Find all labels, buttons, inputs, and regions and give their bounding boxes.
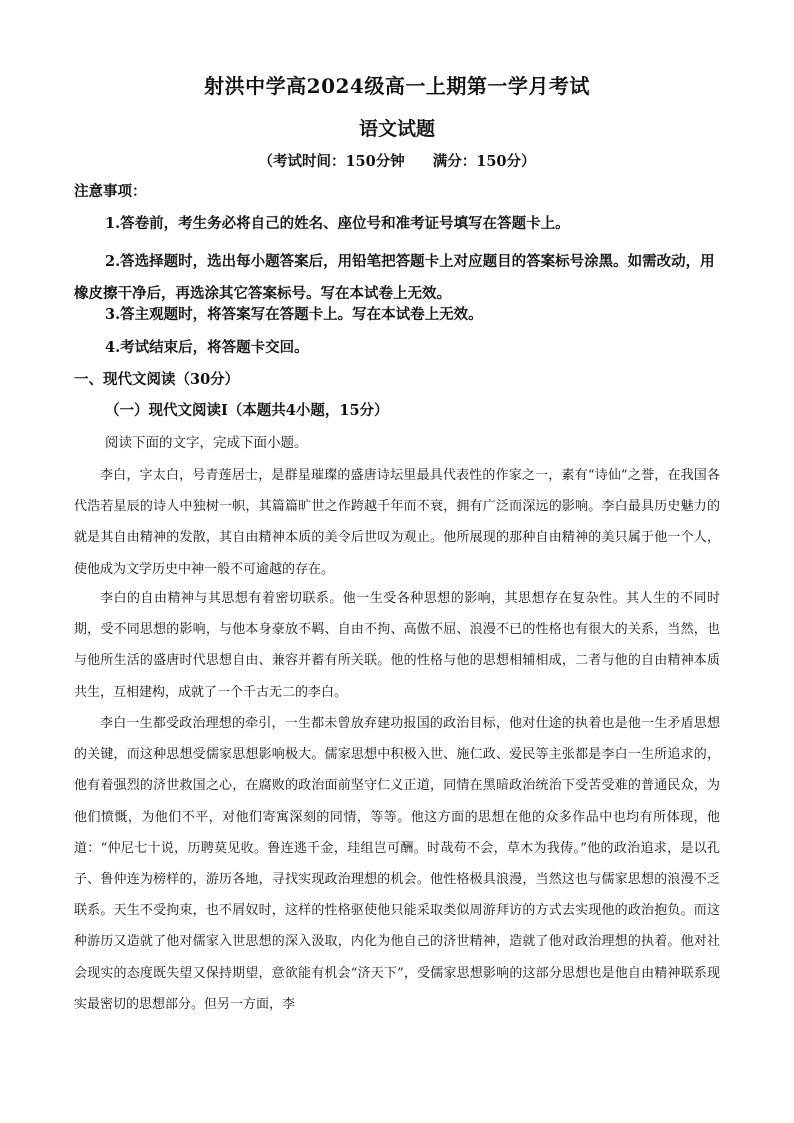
notice-heading: 注意事项： — [74, 183, 147, 200]
passage-paragraph: 李白，字太白，号青莲居士，是群星璀璨的盛唐诗坛里最具代表性的作家之一，素有“诗仙”之誉，在我国各代浩若星辰的诗人中独树一帜，其篇篇旷世之作跨越千年而不衰，拥有广泛而深远的影响。李白最具历史魅力的就是其自由精神的发散，其自由精神本质的美令后世叹为观止。他所展现的那种自由精神的美只属于他一个人，使他成为文学历史中神一般不可逾越的存在。 — [74, 468, 720, 577]
full-score: 满分：150分） — [432, 153, 536, 170]
notice-item: 2.答选择题时，选出每小题答案后，用铅笔把答题卡上对应题目的答案标号涂黑。如需改动，用橡皮擦干净后，再选涂其它答案标号。写在本试卷上无效。 — [74, 253, 715, 302]
notice-item: 1.答卷前，考生务必将自己的姓名、座位号和准考证号填写在答题卡上。 — [105, 215, 570, 232]
passage-paragraph: 李白一生都受政治理想的牵引，一生都未曾放弃建功报国的政治目标，他对仕途的执着也是他一生矛盾思想的关键，而这种思想受儒家思想影响极大。儒家思想中积极入世、施仁政、爱民等主张都是李白一生所追求的，他有着强烈的济世救国之心，在腐败的政治面前坚守仁义正道，同情在黑暗政治统治下受苦受难的普通民众，为他们愤慨，为他们不平，对他们寄寓深刻的同情，等等。他这方面的思想在他的众多作品中也均有所体现，他道：“仲尼七十说，历聘莫见收。鲁连逃千金，珪组岂可酬。时哉苟不会，草木为我俦。”他的政治追求，是以孔子、鲁仲连为榜样的，游历各地，寻找实现政治理想的机会。他性格极具浪漫，当然这也与儒家思想的浪漫不乏联系。天生不受拘束，也不屑奴时，这样的性格驱使他只能采取类似周游拜访的方式去实现他的政治抱负。而这种游历又造就了他对儒家入世思想的深入汲取，内化为他自己的济世精神，造就了他对政治理想的执着。他对社会现实的态度既失望又保持期望，意欲能有机会“济天下”，受儒家思想影响的这部分思想也是他自由精神联系现实最密切的思想部分。但另一方面，李 — [74, 716, 720, 1012]
reading-instruction: 阅读下面的文字，完成下面小题。 — [105, 435, 308, 451]
exam-meta — [0, 150, 794, 171]
passage-paragraph: 李白的自由精神与其思想有着密切联系。他一生受各种思想的影响，其思想存在复杂性。其人生的不同时期，受不同思想的影响，与他本身豪放不羁、自由不拘、高傲不屈、浪漫不已的性格也有很大的关系，当然，也与他所生活的盛唐时代思想自由、兼容并蓄有所关联。他的性格与他的思想相辅相成，二者与他的自由精神本质共生，互相建构，成就了一个千古无二的李白。 — [74, 591, 720, 700]
notice-item: 3.答主观题时，将答案写在答题卡上。写在本试卷上无效。 — [105, 306, 483, 323]
notice-item: 4.考试结束后，将答题卡交回。 — [105, 339, 309, 356]
exam-time: （考试时间：150分钟 — [258, 153, 405, 170]
exam-title: 射洪中学高2024级高一上期第一学月考试 — [204, 74, 590, 98]
section-heading: 一、现代文阅读（30分） — [74, 371, 240, 388]
exam-subtitle: 语文试题 — [358, 118, 435, 140]
subsection-heading: （一）现代文阅读Ⅰ（本题共4小题，15分） — [105, 402, 389, 419]
